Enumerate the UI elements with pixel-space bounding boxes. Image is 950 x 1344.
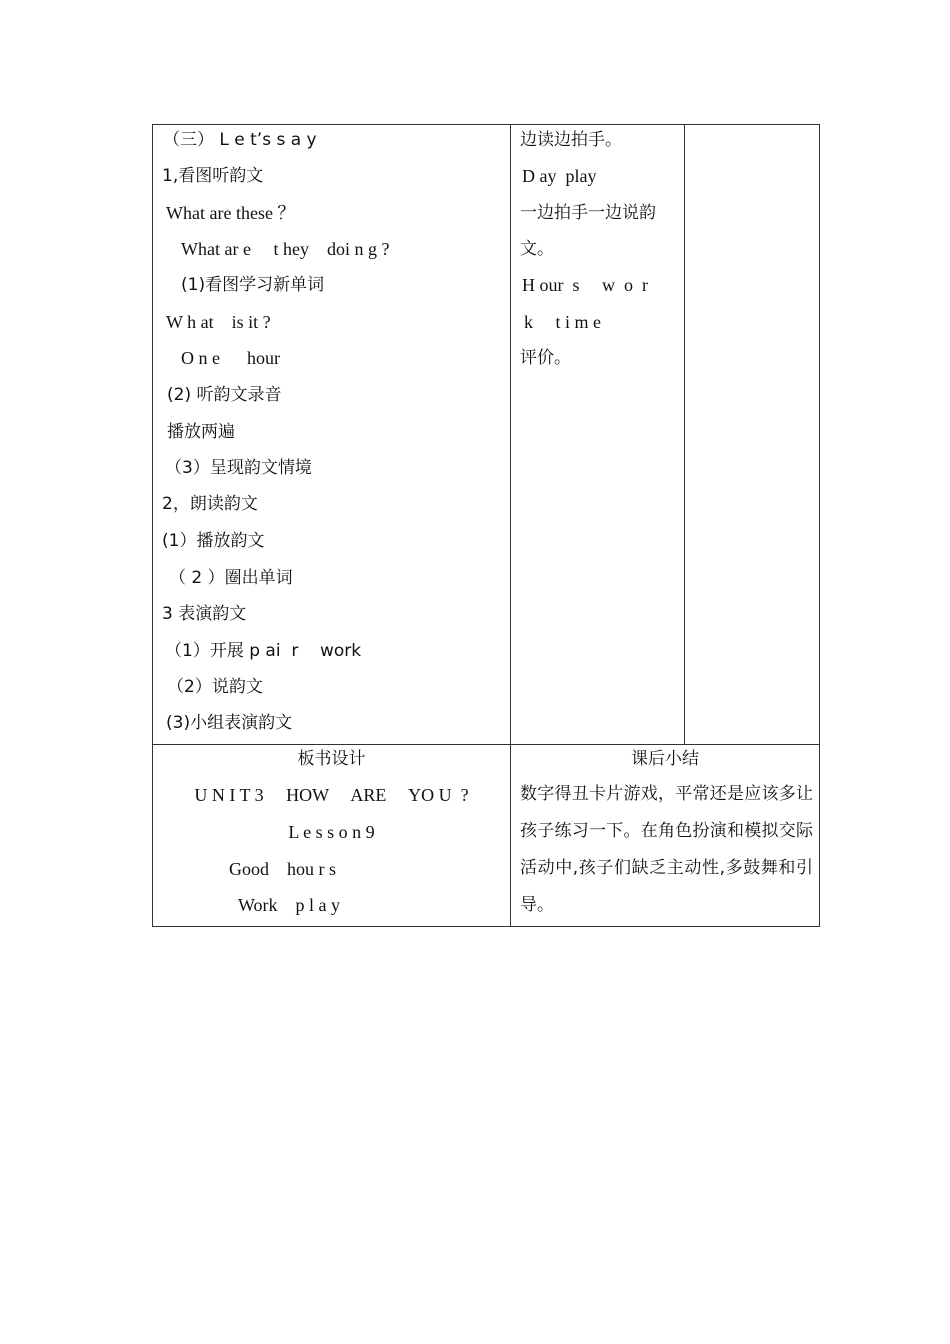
student-line: 评价。 — [520, 348, 571, 368]
activity-line: What are these ？ — [166, 203, 296, 223]
activity-line: (1）播放韵文 — [162, 531, 265, 551]
activity-line: O n e hour — [181, 348, 280, 368]
activity-line: （ 2 ）圈出单词 — [169, 568, 293, 588]
summary-text: 数字得丑卡片游戏，平常还是应该多让孩子练习一下。在角色扮演和模拟交际活动中,孩子们缺乏主动性,多鼓舞和引导。 — [520, 784, 813, 915]
board-design-header: 板书设计 — [297, 749, 366, 769]
activity-line: What ar e t hey doi n g ? — [181, 239, 390, 259]
remarks-cell — [685, 125, 819, 744]
activity-line: （2）说韵文 — [167, 677, 263, 697]
student-line: k t i m e — [524, 312, 601, 332]
activity-line: 2，朗读韵文 — [162, 494, 258, 514]
activity-line: （1）开展 p ai r work — [165, 641, 362, 661]
board-line: L e s s o n 9 — [288, 822, 375, 842]
student-line: 边读边拍手。 — [520, 130, 622, 150]
student-line: H our s w o r — [522, 275, 648, 295]
board-line: Work p l a y — [238, 895, 341, 915]
board-line: U N I T 3 HOW ARE YO U ? — [194, 785, 469, 805]
activity-line: 1,看图听韵文 — [162, 166, 264, 186]
student-line: 一边拍手一边说韵 — [520, 203, 656, 223]
summary-header: 课后小结 — [631, 749, 699, 769]
activity-line: （3）呈现韵文情境 — [165, 458, 312, 478]
row-divider — [153, 744, 819, 745]
column-divider-1 — [510, 125, 511, 926]
lesson-plan-table — [152, 124, 820, 927]
activity-line: 播放两遍 — [167, 422, 235, 442]
activity-line: (3)小组表演韵文 — [166, 713, 293, 733]
activity-line: (1)看图学习新单词 — [181, 275, 325, 295]
student-line: 文。 — [520, 239, 554, 259]
board-line: Good hou r s — [229, 859, 336, 879]
activity-line: (2) 听韵文录音 — [167, 385, 282, 405]
activity-line: W h at is it ? — [166, 312, 271, 332]
activity-line: （三） L e t’s s a y — [163, 130, 317, 150]
activity-line: 3 表演韵文 — [162, 604, 247, 624]
student-line: D ay play — [522, 166, 597, 186]
